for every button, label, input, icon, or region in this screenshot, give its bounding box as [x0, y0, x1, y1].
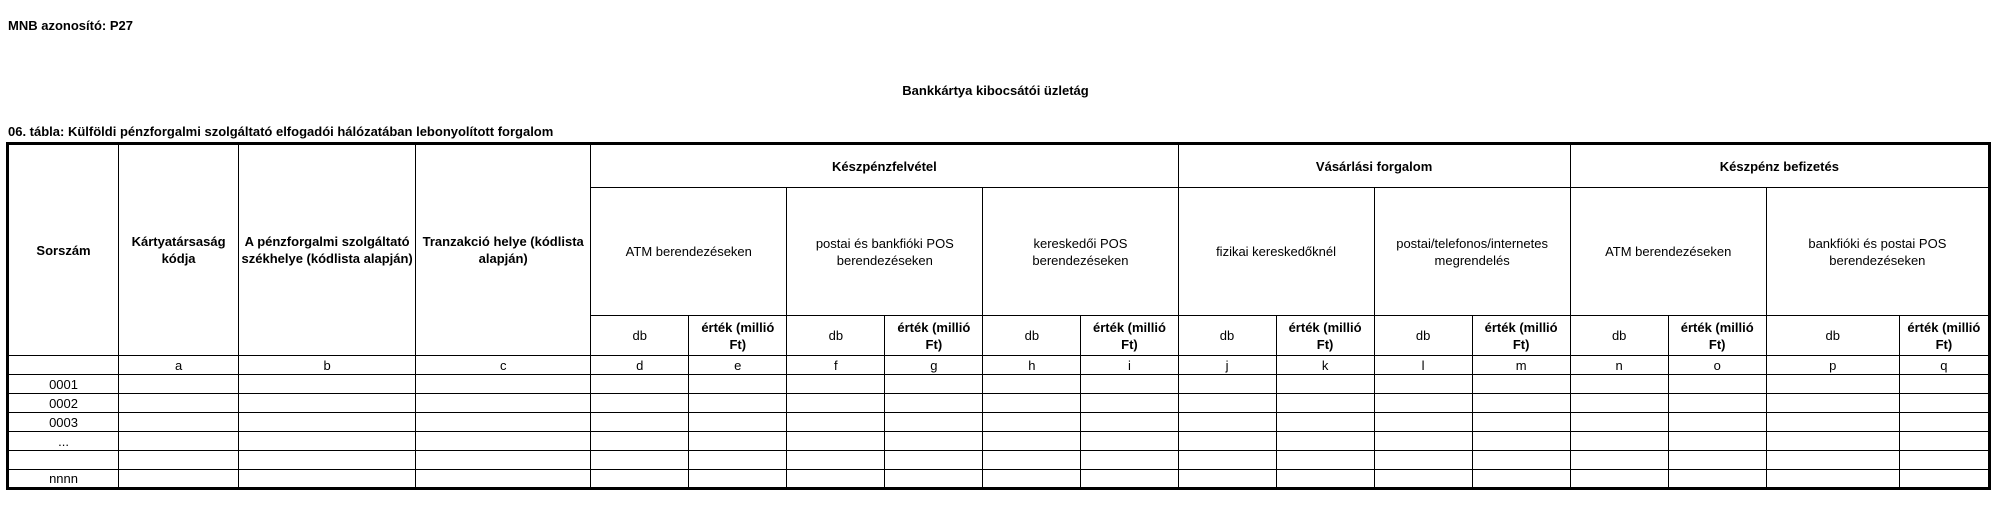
- data-cell[interactable]: [1276, 470, 1374, 489]
- data-cell[interactable]: [591, 470, 689, 489]
- header-ertek: érték (millió Ft): [1472, 316, 1570, 356]
- data-cell[interactable]: [1472, 394, 1570, 413]
- data-cell[interactable]: [1766, 375, 1899, 394]
- data-cell[interactable]: [787, 413, 885, 432]
- data-cell[interactable]: [1668, 470, 1766, 489]
- data-cell[interactable]: [983, 470, 1081, 489]
- data-cell[interactable]: [1081, 470, 1178, 489]
- data-cell[interactable]: [1570, 413, 1668, 432]
- data-cell[interactable]: [1276, 394, 1374, 413]
- data-cell[interactable]: [1570, 432, 1668, 451]
- data-cell[interactable]: [689, 413, 787, 432]
- data-cell[interactable]: [1899, 394, 1989, 413]
- letter-cell: q: [1899, 356, 1989, 375]
- sub-fizikai: fizikai kereskedőknél: [1178, 188, 1374, 316]
- data-cell[interactable]: [591, 413, 689, 432]
- data-cell[interactable]: [1374, 394, 1472, 413]
- sub-postai-telefonos: postai/telefonos/internetes megrendelés: [1374, 188, 1570, 316]
- mnb-identifier: MNB azonosító: P27: [8, 18, 133, 33]
- data-cell[interactable]: [983, 432, 1081, 451]
- data-cell[interactable]: [1081, 432, 1178, 451]
- data-cell[interactable]: [1374, 413, 1472, 432]
- data-cell[interactable]: [1178, 375, 1276, 394]
- data-cell[interactable]: [591, 375, 689, 394]
- header-tranzakcio: Tranzakció helye (kódlista alapján): [416, 144, 591, 356]
- data-cell[interactable]: [119, 432, 239, 451]
- data-cell[interactable]: [1899, 451, 1989, 470]
- data-cell[interactable]: [983, 375, 1081, 394]
- header-ertek: érték (millió Ft): [1081, 316, 1178, 356]
- data-cell[interactable]: [689, 432, 787, 451]
- row-number: ...: [8, 432, 119, 451]
- letter-row: [8, 356, 1990, 375]
- letter-cell: n: [1570, 356, 1668, 375]
- data-cell[interactable]: [1899, 432, 1989, 451]
- header-db: db: [591, 316, 689, 356]
- data-cell[interactable]: [983, 451, 1081, 470]
- data-cell[interactable]: [1081, 451, 1178, 470]
- data-cell[interactable]: [1899, 470, 1989, 489]
- sub-bankfioki: bankfióki és postai POS berendezéseken: [1766, 188, 1989, 316]
- data-cell[interactable]: [1081, 375, 1178, 394]
- letter-cell: l: [1374, 356, 1472, 375]
- data-cell[interactable]: [689, 375, 787, 394]
- data-cell[interactable]: [119, 451, 239, 470]
- letter-cell: g: [885, 356, 983, 375]
- data-cell[interactable]: [1178, 413, 1276, 432]
- letter-cell: f: [787, 356, 885, 375]
- data-cell[interactable]: [1178, 451, 1276, 470]
- data-cell[interactable]: [239, 451, 416, 470]
- table-row: [8, 470, 1990, 489]
- data-cell[interactable]: [591, 432, 689, 451]
- letter-cell: c: [416, 356, 591, 375]
- row-number: 0002: [8, 394, 119, 413]
- table-row: [8, 394, 1990, 413]
- data-cell[interactable]: [1570, 394, 1668, 413]
- group-vasarlasi: Vásárlási forgalom: [1178, 144, 1570, 188]
- header-db: db: [1178, 316, 1276, 356]
- data-cell[interactable]: [1766, 394, 1899, 413]
- data-cell[interactable]: [689, 451, 787, 470]
- data-cell[interactable]: [885, 451, 983, 470]
- data-cell[interactable]: [1178, 394, 1276, 413]
- data-cell[interactable]: [787, 394, 885, 413]
- header-db: db: [1374, 316, 1472, 356]
- data-cell[interactable]: [416, 432, 591, 451]
- header-sorszam: Sorszám: [8, 144, 119, 356]
- data-cell[interactable]: [591, 394, 689, 413]
- data-cell[interactable]: [1374, 451, 1472, 470]
- data-cell[interactable]: [239, 394, 416, 413]
- data-cell[interactable]: [416, 375, 591, 394]
- data-rows: [8, 375, 1990, 489]
- data-cell[interactable]: [119, 394, 239, 413]
- data-cell[interactable]: [119, 413, 239, 432]
- data-cell[interactable]: [1668, 413, 1766, 432]
- data-cell[interactable]: [1276, 432, 1374, 451]
- table-row: [8, 432, 1990, 451]
- data-cell[interactable]: [1668, 375, 1766, 394]
- data-cell[interactable]: [689, 394, 787, 413]
- sub-postai-pos: postai és bankfióki POS berendezéseken: [787, 188, 983, 316]
- sub-atm-withdrawal: ATM berendezéseken: [591, 188, 787, 316]
- data-cell[interactable]: [787, 451, 885, 470]
- data-cell[interactable]: [1570, 470, 1668, 489]
- letter-cell: m: [1472, 356, 1570, 375]
- letter-cell: h: [983, 356, 1081, 375]
- letter-cell: o: [1668, 356, 1766, 375]
- table-row: [8, 375, 1990, 394]
- data-cell[interactable]: [239, 470, 416, 489]
- data-cell[interactable]: [885, 470, 983, 489]
- report-table: [6, 142, 1991, 490]
- data-cell[interactable]: [239, 413, 416, 432]
- sub-kereskedoi-pos: kereskedői POS berendezéseken: [983, 188, 1178, 316]
- data-cell[interactable]: [885, 432, 983, 451]
- data-cell[interactable]: [885, 375, 983, 394]
- letter-cell: b: [239, 356, 416, 375]
- letter-cell: e: [689, 356, 787, 375]
- data-cell[interactable]: [689, 470, 787, 489]
- data-cell[interactable]: [983, 413, 1081, 432]
- group-befizetes: Készpénz befizetés: [1570, 144, 1989, 188]
- group-keszpenzfelvetel: Készpénzfelvétel: [591, 144, 1178, 188]
- data-cell[interactable]: [1570, 451, 1668, 470]
- data-cell[interactable]: [1374, 375, 1472, 394]
- letter-cell: i: [1081, 356, 1178, 375]
- data-cell[interactable]: [1472, 432, 1570, 451]
- data-cell[interactable]: [787, 470, 885, 489]
- data-cell[interactable]: [1668, 451, 1766, 470]
- header-ertek: érték (millió Ft): [689, 316, 787, 356]
- data-cell[interactable]: [239, 432, 416, 451]
- data-cell[interactable]: [787, 375, 885, 394]
- table-row: [8, 451, 1990, 470]
- data-cell[interactable]: [1899, 375, 1989, 394]
- letter-cell: d: [591, 356, 689, 375]
- data-cell[interactable]: [1570, 375, 1668, 394]
- header-ertek: érték (millió Ft): [885, 316, 983, 356]
- data-cell[interactable]: [1081, 394, 1178, 413]
- sub-atm-deposit: ATM berendezéseken: [1570, 188, 1766, 316]
- header-ertek: érték (millió Ft): [1276, 316, 1374, 356]
- data-cell[interactable]: [1766, 451, 1899, 470]
- data-cell[interactable]: [1472, 375, 1570, 394]
- data-cell[interactable]: [1374, 470, 1472, 489]
- header-ertek: érték (millió Ft): [1668, 316, 1766, 356]
- data-cell[interactable]: [1178, 470, 1276, 489]
- data-cell[interactable]: [119, 470, 239, 489]
- row-number: [8, 451, 119, 470]
- data-cell[interactable]: [1276, 451, 1374, 470]
- data-cell[interactable]: [1766, 470, 1899, 489]
- data-cell[interactable]: [787, 432, 885, 451]
- letter-cell: j: [1178, 356, 1276, 375]
- data-cell[interactable]: [1081, 413, 1178, 432]
- data-cell[interactable]: [983, 394, 1081, 413]
- data-cell[interactable]: [591, 451, 689, 470]
- report-subtitle: Bankkártya kibocsátói üzletág: [902, 83, 1089, 98]
- data-cell[interactable]: [1668, 394, 1766, 413]
- data-cell[interactable]: [119, 375, 239, 394]
- letter-cell: a: [119, 356, 239, 375]
- data-cell[interactable]: [1766, 432, 1899, 451]
- table-title: 06. tábla: Külföldi pénzforgalmi szolgáltató elfogadói hálózatában lebonyolított forgalom: [8, 124, 554, 139]
- data-cell[interactable]: [416, 451, 591, 470]
- header-ertek: érték (millió Ft): [1899, 316, 1989, 356]
- data-cell[interactable]: [416, 394, 591, 413]
- header-db: db: [787, 316, 885, 356]
- row-number: 0001: [8, 375, 119, 394]
- header-kartyatarsasag: Kártyatársaság kódja: [119, 144, 239, 356]
- header-db: db: [983, 316, 1081, 356]
- data-cell[interactable]: [1668, 432, 1766, 451]
- header-szekhely: A pénzforgalmi szolgáltató székhelye (kódlista alapján): [239, 144, 416, 356]
- row-number: 0003: [8, 413, 119, 432]
- letter-cell: [8, 356, 119, 375]
- header-db: db: [1570, 316, 1668, 356]
- table-row: [8, 413, 1990, 432]
- data-cell[interactable]: [1276, 375, 1374, 394]
- data-cell[interactable]: [885, 394, 983, 413]
- data-cell[interactable]: [239, 375, 416, 394]
- data-cell[interactable]: [1276, 413, 1374, 432]
- data-cell[interactable]: [1766, 413, 1899, 432]
- data-cell[interactable]: [1178, 432, 1276, 451]
- data-cell[interactable]: [885, 413, 983, 432]
- data-cell[interactable]: [1899, 413, 1989, 432]
- data-cell[interactable]: [1472, 413, 1570, 432]
- letter-cell: k: [1276, 356, 1374, 375]
- data-cell[interactable]: [416, 413, 591, 432]
- data-cell[interactable]: [416, 470, 591, 489]
- data-cell[interactable]: [1374, 432, 1472, 451]
- data-cell[interactable]: [1472, 451, 1570, 470]
- data-cell[interactable]: [1472, 470, 1570, 489]
- row-number: nnnn: [8, 470, 119, 489]
- header-db: db: [1766, 316, 1899, 356]
- letter-cell: p: [1766, 356, 1899, 375]
